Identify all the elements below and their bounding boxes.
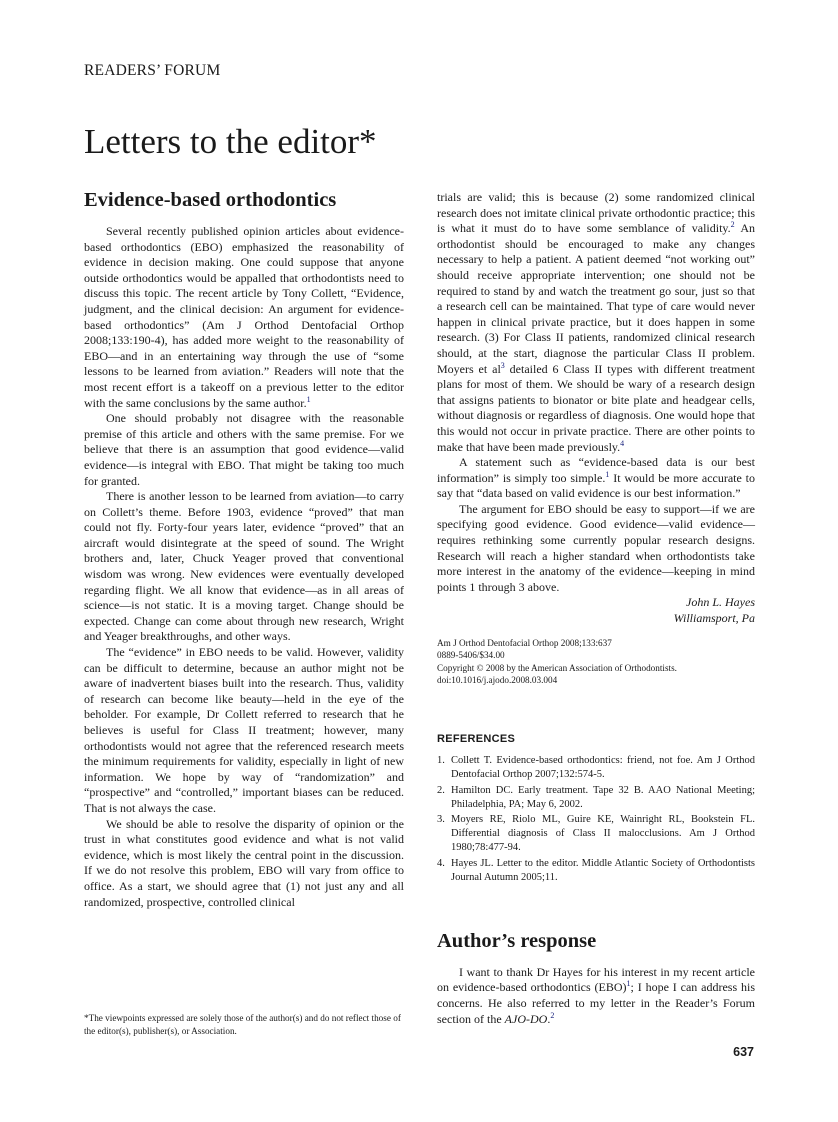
references-list <box>437 754 755 885</box>
page-title: Letters to the editor* <box>84 122 377 161</box>
reference-item: 4. Hayes JL. Letter to the editor. Middle Atlantic Society of Orthodontists Journal Autumn 2005;11. <box>437 857 755 883</box>
citation-block <box>437 637 755 687</box>
letter-paragraph: We should be able to resolve the disparity of opinion or the trust in what constitutes good evidence and what is not valid evidence, which is most likely the central point in the discussion. If we do not resolve this problem, EBO will vary from office to office. As a start, we should agree that (1) not just any and all randomized, prospective, controlled clinical <box>84 816 404 909</box>
letter-title: Evidence-based orthodontics <box>84 189 337 211</box>
signature-location: Williamsport, Pa <box>673 611 755 626</box>
letter-paragraph: There is another lesson to be learned from aviation—to carry on Collett’s theme. Before 1903, evidence “proved” that man could not fly. Forty-four years later, evidence “proved” that an aircraft would disintegrate at the speed of sound. The Wright brothers and, later, Chuck Yeager proved that conventional wisdom was wrong. New evidences were eventually developed regarding flight. We all know that evidence—as in all areas of science—is not static. It is a moving target. Change should be expected. Change can come about through new research, Wright and Yeager breakthroughs, and other ways. <box>84 489 404 644</box>
journal-citation: Am J Orthod Dentofacial Orthop 2008;133:637 <box>437 637 612 648</box>
letter-paragraph: The argument for EBO should be easy to support—if we are specifying good evidence. Good evidence—valid evidence—requires rethinking some currently popular research designs. Research will reach a higher standard when orthodontists take more interest in the anatomy of the evidence—keeping in mind points 1 through 3 above. <box>437 501 755 594</box>
letter-paragraph: The “evidence” in EBO needs to be valid. However, validity can be difficult to determine, because an author might not be aware of inadvertent biases built into the research. Thus, validity of research can become like beauty—held in the eye of the beholder. For example, Dr Collett referred to research that he believes is useful for Class II treatment; however, many orthodontists would not agree that the referenced research meets the minimum requirements for validity, especially in light of new information. We hope by way of “randomization” and “prospective” and “controlled,” important biases can be reduced. That is not always the case. <box>84 645 404 815</box>
signature-name: John L. Hayes <box>686 595 755 610</box>
author-response-title: Author’s response <box>437 929 597 952</box>
letter-paragraph: Several recently published opinion articles about evidence-based orthodontics (EBO) emphasized the reasonability of evidence in decision making. One could suppose that anyone outside orthodontics would be appalled that orthodontists need to discuss this topic. The recent article by Tony Collett, “Evidence, judgment, and the clinical decision: An argument for evidence-based orthodontics” (Am J Orthod Dentofacial Orthop 2008;133:190-4), has added more weight to the reasonability of EBO—and in an entertaining way through the use of “some lessons to be learned from aviation.” Readers will note that the most recent effort is a takeoff on a previous letter to the editor with the same conclusions by the same author.$^1$ <box>84 224 404 410</box>
response-paragraph: I want to thank Dr Hayes for his interest in my recent article on evidence-based orthodontics (EBO)$^1$; I hope I can address his concerns. He also referred to my letter in the Reader’s Forum section of the AJO-DO.$^2$ <box>437 964 755 1026</box>
reference-link[interactable]: 1 <box>605 469 610 479</box>
issn: 0889-5406/$34.00 <box>437 650 505 661</box>
doi-link[interactable]: doi:10.1016/j.ajodo.2008.03.004 <box>437 675 558 686</box>
page-number: 637 <box>733 1045 754 1059</box>
letter-paragraph: trials are valid; this is because (2) some randomized clinical research does not imitate clinical private orthodontic practice; this is what it must do to have some semblance of validity.$^2$ An orthodontist should be encouraged to make any changes necessary to help a patient. A patient deemed “not working out” should receive appropriate intervention; one should not be required to stand by and watch the treatment go sour, just so that a research cell can be maintained. That type of care would never happen in clinical private practice, but it does happen in some research. (3) For Class II patients, randomized clinical research should, at the start, diagnose the particular Class II problem. Moyers et $al^3$ detailed 6 Class II types with different treatment plans for most of them. We should be wary of a research design that assigns patients to bionator or bite plate and headgear cells, without diagnosis or regardless of diagnosis. One would hope that this would not occur in private practice. There are other points to make that have been made previously.$^4$ <box>437 190 755 454</box>
running-head: READERS’ FORUM <box>84 62 221 79</box>
reference-item: 3. Moyers RE, Riolo ML, Guire KE, Wainright RL, Bookstein FL. Differential diagnosis of Class II malocclusions. Am J Orthod 1980;78:477-94. <box>437 814 755 854</box>
reference-link[interactable]: 3 <box>500 360 505 370</box>
letter-paragraph: One should probably not disagree with the reasonable premise of this article and others with the same premise. For we believe that there is an assumption that good evidence—valid evidence—is integral with EBO. That might be taking too much for granted. <box>84 411 404 488</box>
footnote: *The viewpoints expressed are solely those of the author(s) and do not reflect those of the editor(s), publisher(s), or Association. <box>84 1013 401 1036</box>
right-column <box>437 190 755 1027</box>
reference-link[interactable]: 4 <box>620 438 625 448</box>
reference-item: 1. Collett T. Evidence-based orthodontics: friend, not foe. Am J Orthod Dentofacial Orthop 2007;132:574-5. <box>437 755 755 781</box>
reference-link[interactable]: 2 <box>730 220 735 230</box>
references-heading: REFERENCES <box>437 732 516 745</box>
letter-paragraph: A statement such as “evidence-based data is our best information” is simply too simple.$^1$ It would be more accurate to say that “data based on valid evidence is our best information.” <box>437 455 756 501</box>
reference-link[interactable]: 1 <box>306 394 311 404</box>
reference-link[interactable]: 2 <box>550 1010 555 1020</box>
left-column <box>84 186 404 910</box>
reference-item: 2. Hamilton DC. Early treatment. Tape 32 B. AAO National Meeting; Philadelphia, PA; May 6, 2002. <box>437 784 755 810</box>
reference-link[interactable]: 1 <box>626 979 631 989</box>
copyright: Copyright © 2008 by the American Association of Orthodontists. <box>437 662 677 673</box>
